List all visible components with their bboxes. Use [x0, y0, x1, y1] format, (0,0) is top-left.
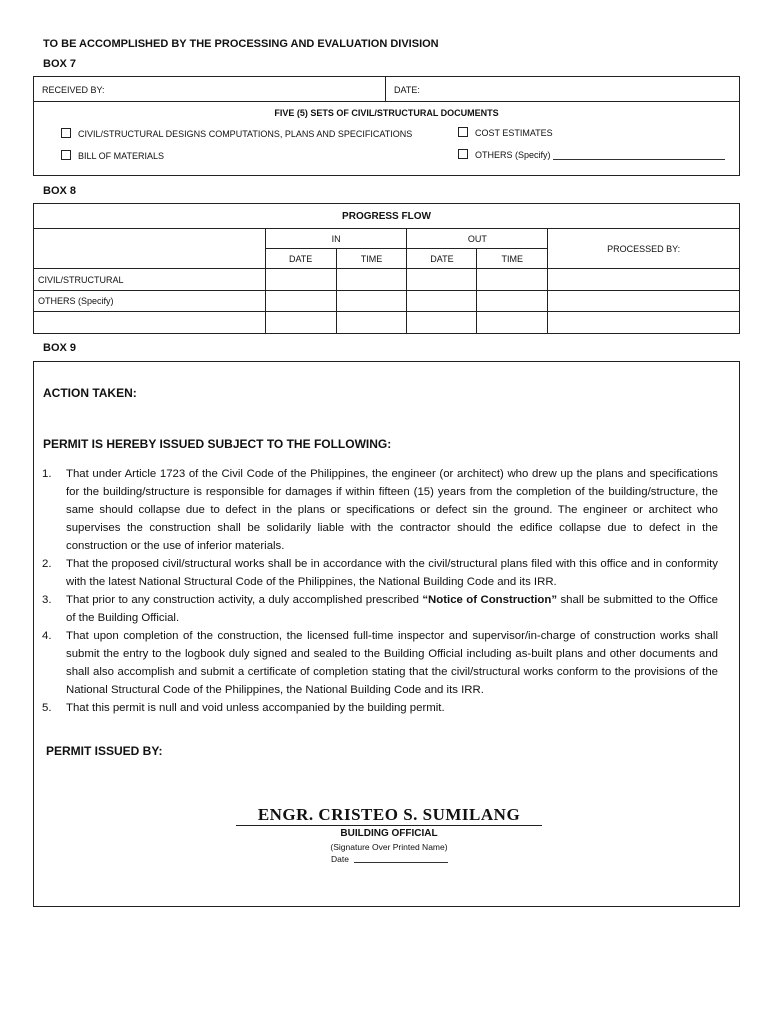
processed-by-header: PROCESSED BY:: [548, 229, 740, 269]
designs-checkbox[interactable]: [61, 128, 71, 138]
cell-in-time[interactable]: [336, 312, 407, 334]
cell-out-date[interactable]: [407, 291, 477, 312]
list-item: [42, 591, 718, 627]
condition-number: 2.: [42, 558, 52, 570]
condition-text-after: shall be submitted to the Office of the Building Official.: [66, 594, 718, 624]
received-by-field[interactable]: RECEIVED BY:: [42, 85, 105, 95]
in-time-header: TIME: [336, 249, 407, 269]
row-label-others: OTHERS (Specify): [34, 291, 266, 312]
form-section-header: TO BE ACCOMPLISHED BY THE PROCESSING AND EVALUATION DIVISION: [43, 38, 439, 50]
cell-out-time[interactable]: [477, 312, 548, 334]
out-header: OUT: [407, 229, 548, 249]
permit-issued-by-heading: PERMIT ISSUED BY:: [46, 744, 163, 758]
others-label: OTHERS (Specify): [475, 150, 551, 160]
list-item: [42, 465, 718, 555]
table-row: [34, 269, 740, 291]
cell-out-time[interactable]: [477, 269, 548, 291]
received-row: [34, 77, 739, 102]
signature-caption: (Signature Over Printed Name): [330, 842, 448, 852]
cell-in-date[interactable]: [265, 269, 336, 291]
list-item: [42, 699, 718, 717]
out-date-header: DATE: [407, 249, 477, 269]
cell-out-date[interactable]: [407, 312, 477, 334]
condition-text-before: That prior to any construction activity, a duly accomplished prescribed: [66, 594, 423, 606]
in-date-header: DATE: [265, 249, 336, 269]
signature-line: [236, 825, 542, 826]
cell-in-time[interactable]: [336, 269, 407, 291]
action-taken-heading: ACTION TAKEN:: [43, 386, 137, 400]
condition-text: That upon completion of the construction, the licensed full-time inspector and supervisor/in-charge of construction works shall submit the entry to the logbook duly signed and sealed to the Building Official including as-built plans and other documents and shall also accomplish and submit a certificate of completion stating that the civil/structural works conform to the provisions of the National Structural Code of the Philippines, the National Building Code and its IRR.: [66, 630, 718, 696]
box9-label: BOX 9: [43, 342, 77, 354]
designs-label: CIVIL/STRUCTURAL DESIGNS COMPUTATIONS, PLANS AND SPECIFICATIONS: [78, 129, 413, 139]
in-header: IN: [265, 229, 407, 249]
condition-number: 1.: [42, 468, 52, 480]
cost-estimates-checkbox[interactable]: [458, 127, 468, 137]
box8-label: BOX 8: [43, 185, 77, 197]
row-label-civil: CIVIL/STRUCTURAL: [34, 269, 266, 291]
cell-in-time[interactable]: [336, 291, 407, 312]
received-divider: [385, 77, 386, 101]
condition-number: 5.: [42, 702, 52, 714]
progress-flow-title: PROGRESS FLOW: [34, 204, 740, 229]
row-label-blank[interactable]: [34, 312, 266, 334]
cell-processed-by[interactable]: [548, 312, 740, 334]
notice-of-construction: “Notice of Construction”: [422, 594, 558, 606]
others-specify-line[interactable]: [553, 159, 725, 160]
list-item: [42, 627, 718, 699]
condition-text: That under Article 1723 of the Civil Code of the Philippines, the engineer (or architect) who drew up the plans and specifications for the building/structure is responsible for damages if within fifteen (15) years from the completion of the building/structure, the same should collapse due to defect in the plans or specifications or defect sin the ground. The engineer or architect who supervises the construction shall be solidarily liable with the contractor should the edifice collapse due to defect in the construction or the use of inferior materials.: [66, 468, 718, 552]
progress-flow-table: [33, 203, 740, 334]
bill-of-materials-checkbox[interactable]: [61, 150, 71, 160]
blank-header-cell: [34, 229, 266, 269]
signatory-title: BUILDING OFFICIAL: [340, 828, 438, 839]
received-date-field[interactable]: DATE:: [394, 85, 420, 95]
cell-out-date[interactable]: [407, 269, 477, 291]
documents-title: FIVE (5) SETS OF CIVIL/STRUCTURAL DOCUMENTS: [274, 108, 499, 118]
signatory-name: ENGR. CRISTEO S. SUMILANG: [257, 805, 521, 824]
cell-in-date[interactable]: [265, 291, 336, 312]
permit-conditions-heading: PERMIT IS HEREBY ISSUED SUBJECT TO THE FOLLOWING:: [43, 437, 392, 451]
out-time-header: TIME: [477, 249, 548, 269]
date-label: Date: [331, 854, 349, 864]
box7: [33, 76, 740, 176]
permit-conditions-list: [42, 465, 718, 717]
others-checkbox[interactable]: [458, 149, 468, 159]
date-signature-line[interactable]: [354, 862, 448, 863]
cell-processed-by[interactable]: [548, 291, 740, 312]
table-row: [34, 291, 740, 312]
bill-of-materials-label: BILL OF MATERIALS: [78, 151, 165, 161]
cell-in-date[interactable]: [265, 312, 336, 334]
condition-number: 4.: [42, 630, 52, 642]
list-item: [42, 555, 718, 591]
box7-label: BOX 7: [43, 58, 77, 70]
cost-estimates-label: COST ESTIMATES: [475, 128, 553, 138]
cell-processed-by[interactable]: [548, 269, 740, 291]
condition-text: That this permit is null and void unless accompanied by the building permit.: [66, 702, 445, 714]
table-row: [34, 312, 740, 334]
condition-text: That the proposed civil/structural works shall be in accordance with the civil/structural plans filed with this office and in conformity with the latest National Structural Code of the Philippines, the National Building Code and its IRR.: [66, 558, 718, 588]
condition-number: 3.: [42, 594, 52, 606]
cell-out-time[interactable]: [477, 291, 548, 312]
